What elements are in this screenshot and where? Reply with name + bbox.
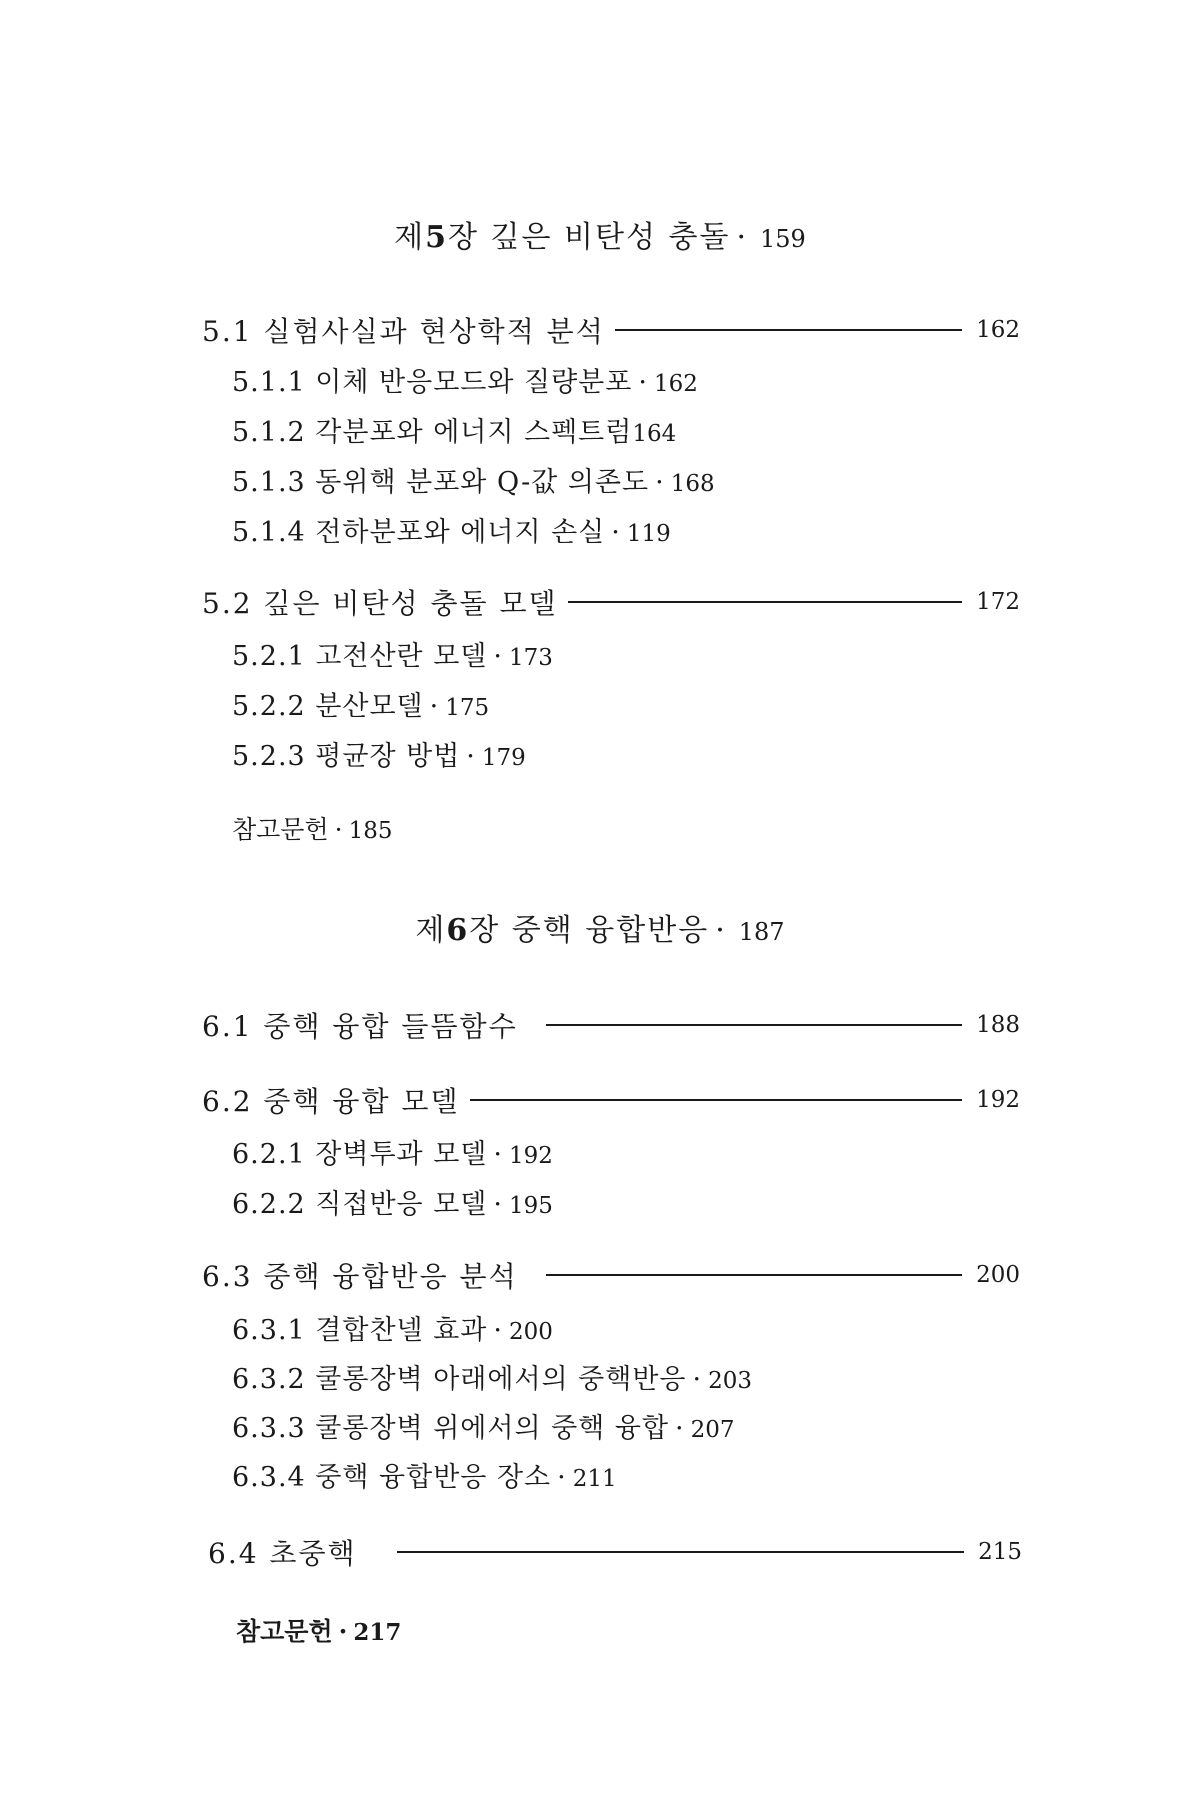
subsection-page: 207 — [690, 1417, 735, 1443]
separator-dot: · — [493, 641, 503, 672]
toc-section-6-4[interactable] — [208, 1532, 1022, 1572]
separator-dot: · — [736, 220, 749, 255]
subsection-label: 5.2.2 분산모델 — [232, 691, 424, 722]
references-page: 217 — [353, 1619, 402, 1646]
separator-dot: · — [715, 913, 727, 948]
chapter-title: 장 중핵 융합반응 — [469, 913, 710, 948]
separator-dot: · — [692, 1364, 703, 1395]
separator-dot: · — [675, 1413, 685, 1444]
leader-line — [568, 601, 963, 603]
subsection-page: 179 — [481, 745, 526, 771]
separator-dot: · — [655, 467, 665, 498]
separator-dot: · — [611, 517, 621, 548]
references-label: 참고문헌 — [236, 1617, 333, 1646]
toc-subsection-5-1-2[interactable] — [232, 410, 676, 449]
chapter-number: 6 — [446, 913, 470, 948]
subsection-page: 200 — [508, 1319, 553, 1345]
subsection-label: 5.1.2 각분포와 에너지 스펙트럼 — [232, 417, 633, 448]
toc-subsection-6-2-2[interactable] — [232, 1182, 553, 1221]
section-label: 5.2 깊은 비탄성 충돌 모델 — [202, 587, 558, 620]
chapter-number: 5 — [425, 220, 449, 255]
separator-dot: · — [429, 691, 440, 722]
separator-dot: · — [638, 367, 648, 398]
chapter-page: 187 — [738, 918, 785, 946]
section-page: 172 — [976, 589, 1020, 615]
subsection-label: 5.2.1 고전산란 모델 — [232, 641, 488, 672]
subsection-page: 173 — [508, 645, 553, 671]
section-label: 6.1 중핵 융합 들뜸함수 — [202, 1010, 518, 1043]
leader-line — [470, 1099, 963, 1101]
toc-subsection-6-2-1[interactable] — [232, 1132, 553, 1171]
toc-section-6-3[interactable] — [202, 1255, 1020, 1295]
subsection-label: 6.2.2 직접반응 모델 — [232, 1189, 488, 1220]
toc-subsection-5-1-1[interactable] — [232, 360, 698, 399]
toc-subsection-5-1-3[interactable] — [232, 460, 715, 499]
leader-line — [397, 1551, 965, 1553]
section-label: 5.1 실험사실과 현상학적 분석 — [202, 315, 605, 348]
toc-subsection-5-2-3[interactable] — [232, 734, 526, 773]
chapter-prefix: 제 — [394, 220, 426, 255]
subsection-page: 192 — [508, 1143, 553, 1169]
toc-subsection-6-3-3[interactable] — [232, 1406, 735, 1445]
subsection-page: 168 — [670, 471, 715, 497]
section-page: 215 — [978, 1539, 1022, 1565]
separator-dot: · — [334, 815, 343, 844]
toc-section-6-1[interactable] — [202, 1005, 1020, 1045]
toc-section-5-2[interactable] — [202, 582, 1020, 622]
toc-subsection-6-3-1[interactable] — [232, 1308, 553, 1347]
subsection-label: 5.2.3 평균장 방법 — [232, 741, 461, 772]
section-page: 162 — [976, 317, 1020, 343]
toc-section-5-1[interactable] — [202, 310, 1020, 350]
subsection-page: 162 — [653, 371, 698, 397]
chapter-6-heading — [0, 905, 1200, 949]
subsection-label: 6.2.1 장벽투과 모델 — [232, 1139, 488, 1170]
chapter-title: 장 깊은 비탄성 충돌 — [448, 220, 731, 255]
chapter-5-heading — [0, 212, 1200, 256]
subsection-label: 6.3.4 중핵 융합반응 장소 — [232, 1462, 552, 1493]
section-label: 6.3 중핵 융합반응 분석 — [202, 1260, 518, 1293]
references-page: 185 — [348, 818, 393, 844]
section-page: 192 — [976, 1087, 1020, 1113]
toc-references-ch5[interactable] — [232, 810, 392, 846]
section-label: 6.2 중핵 융합 모델 — [202, 1085, 460, 1118]
leader-line — [615, 329, 962, 331]
separator-dot: · — [493, 1189, 503, 1220]
references-label: 참고문헌 — [232, 815, 329, 844]
toc-subsection-6-3-2[interactable] — [232, 1357, 752, 1396]
section-page: 188 — [976, 1012, 1020, 1038]
subsection-page: 164 — [632, 421, 677, 447]
subsection-label: 5.1.1 이체 반응모드와 질량분포 — [232, 367, 633, 398]
toc-subsection-5-1-4[interactable] — [232, 510, 671, 549]
toc-references-ch6[interactable] — [236, 1612, 401, 1648]
toc-subsection-5-2-1[interactable] — [232, 634, 553, 673]
separator-dot: · — [493, 1139, 503, 1170]
section-label: 6.4 초중핵 — [208, 1537, 357, 1570]
subsection-label: 6.3.3 쿨롱장벽 위에서의 중핵 융합 — [232, 1413, 670, 1444]
subsection-label: 5.1.4 전하분포와 에너지 손실 — [232, 517, 606, 548]
subsection-page: 203 — [708, 1368, 753, 1394]
subsection-label: 5.1.3 동위핵 분포와 Q-값 의존도 — [232, 467, 650, 498]
toc-section-6-2[interactable] — [202, 1080, 1020, 1120]
toc-subsection-5-2-2[interactable] — [232, 684, 489, 723]
subsection-page: 119 — [626, 521, 671, 547]
separator-dot: · — [493, 1315, 503, 1346]
chapter-prefix: 제 — [415, 913, 447, 948]
subsection-label: 6.3.2 쿨롱장벽 아래에서의 중핵반응 — [232, 1364, 687, 1395]
separator-dot: · — [557, 1462, 567, 1493]
separator-dot: · — [338, 1617, 348, 1646]
chapter-page: 159 — [760, 225, 806, 253]
subsection-page: 175 — [445, 695, 490, 721]
toc-subsection-6-3-4[interactable] — [232, 1455, 617, 1494]
separator-dot: · — [466, 741, 476, 772]
subsection-page: 211 — [572, 1466, 617, 1492]
subsection-page: 195 — [508, 1193, 553, 1219]
leader-line — [546, 1274, 962, 1276]
leader-line — [546, 1024, 962, 1026]
section-page: 200 — [976, 1262, 1020, 1288]
subsection-label: 6.3.1 결합찬넬 효과 — [232, 1315, 488, 1346]
